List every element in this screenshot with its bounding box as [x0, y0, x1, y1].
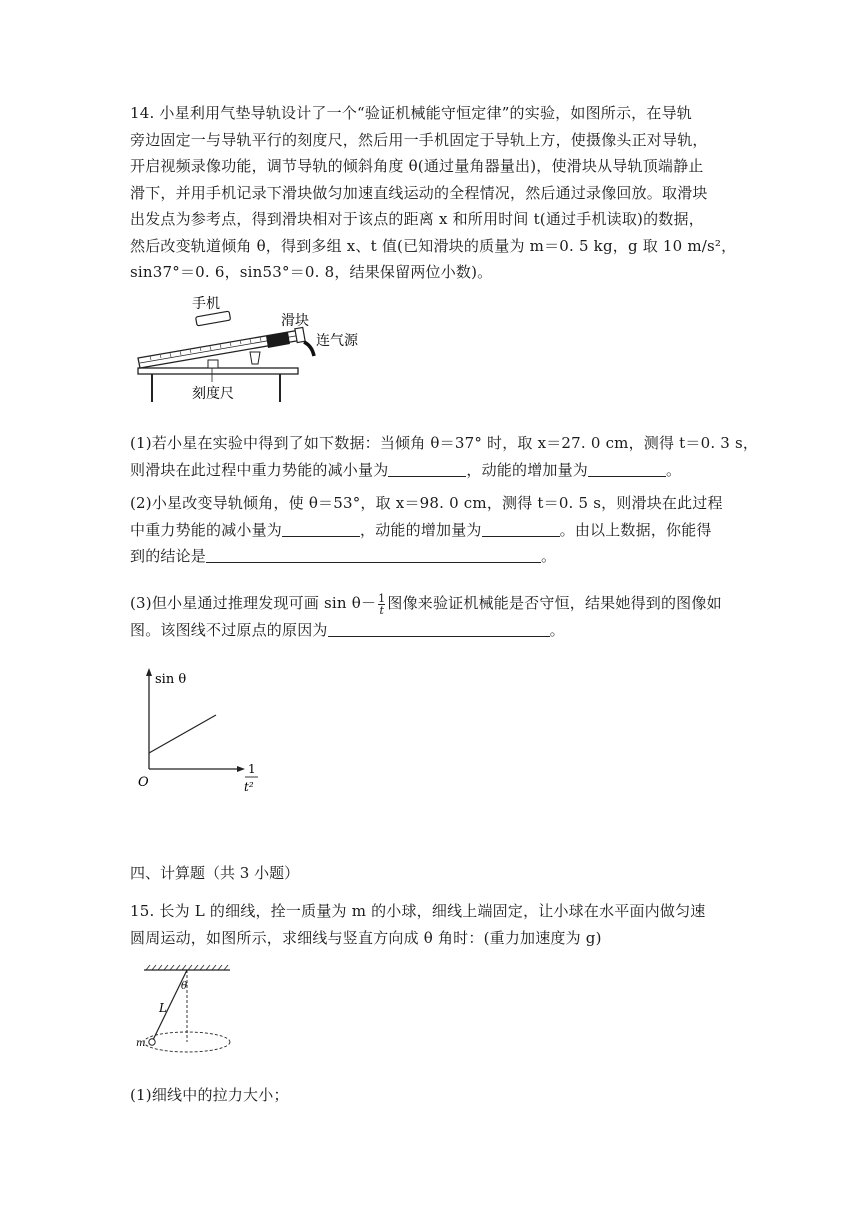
angle-label: θ	[181, 981, 188, 992]
q14-line: 滑下，并用手机记录下滑块做匀加速直线运动的全程情况，然后通过录像回放。取滑块	[130, 183, 708, 202]
answer-blank[interactable]	[388, 460, 466, 477]
fraction-numerator: 1	[378, 591, 386, 605]
graph-line	[149, 715, 216, 753]
part-1-line: (1)若小星在实验中得到了如下数据：当倾角 θ＝37° 时，取 x＝27. 0 cm，测得 t＝0. 3 s，	[130, 434, 759, 452]
support-block	[208, 360, 218, 368]
part-2-text: 中重力势能的减小量为	[130, 520, 283, 539]
part-1-line	[130, 457, 730, 484]
length-label: L	[159, 1001, 167, 1015]
q14-line: 旁边固定一与导轨平行的刻度尺，然后用一手机固定于导轨上方，使摄像头正对导轨，	[130, 130, 708, 149]
q14-line: 开启视频录像功能，调节导轨的倾斜角度 θ(通过量角器量出)，使滑块从导轨顶端静止	[130, 157, 704, 175]
q15-line: 15. 长为 L 的细线，拴一质量为 m 的小球，细线上端固定，让小球在水平面内做匀速	[130, 902, 706, 920]
question-14-part-3	[130, 590, 730, 643]
q15-part-1-line: (1)细线中的拉力大小；	[130, 1086, 289, 1104]
inline-fraction	[378, 593, 385, 616]
part-3-text: 图。该图线不过原点的原因为	[130, 620, 328, 639]
part-1-text: 。	[666, 460, 682, 479]
question-14-part-1	[130, 430, 759, 483]
answer-blank[interactable]	[206, 546, 541, 563]
part-1-text: 则滑块在此过程中重力势能的减小量为	[130, 460, 389, 479]
ceiling-hatching	[146, 965, 228, 970]
part-2-text: 。由以上数据，你能得	[559, 520, 712, 539]
answer-blank[interactable]	[588, 460, 666, 477]
question-15-part-1	[130, 1082, 730, 1109]
q14-line: 14. 小星利用气垫导轨设计了一个“验证机械能守恒定律”的实验，如图所示，在导轨	[130, 104, 692, 122]
section-heading: 四、计算题（共 3 小题）	[130, 864, 300, 882]
part-3-text: (3)但小星通过推理发现可画 sin θ－	[130, 594, 377, 612]
part-2-line	[130, 517, 730, 544]
question-14-part-2	[130, 490, 730, 570]
air-track-figure	[130, 290, 370, 420]
question-15-stem	[130, 898, 730, 951]
part-2-line: (2)小星改变导轨倾角，使 θ＝53°，取 x＝98. 0 cm，测得 t＝0. 5 s，则滑块在此过程	[130, 494, 723, 512]
x-axis-arrow	[237, 766, 245, 772]
air-source-label: 连气源	[316, 333, 358, 349]
part-3-text: 图像来验证机械能是否守恒，结果她得到的图像如	[387, 594, 722, 612]
part-3-text: 。	[549, 620, 565, 639]
y-axis-label: sin θ	[155, 672, 187, 687]
slider-label: 滑块	[281, 313, 309, 329]
x-axis-numerator: 1	[248, 762, 256, 776]
phone-icon	[196, 311, 231, 326]
ball	[149, 1039, 155, 1045]
table-top	[138, 368, 298, 374]
q14-line: 出发点为参考点，得到滑块相对于该点的距离 x 和所用时间 t(通过手机读取)的数据，	[130, 210, 704, 228]
mass-label: m	[136, 1038, 146, 1049]
q14-line: sin37°＝0. 6，sin53°＝0. 8，结果保留两位小数)。	[130, 263, 493, 281]
air-hose	[304, 342, 314, 356]
answer-blank[interactable]	[482, 520, 560, 537]
rail-end-cap	[295, 327, 305, 342]
part-3-line	[130, 617, 730, 644]
answer-blank[interactable]	[328, 620, 550, 637]
phone-label: 手机	[192, 296, 220, 312]
y-axis-arrow	[146, 668, 152, 676]
answer-blank[interactable]	[282, 520, 360, 537]
part-3-line	[130, 590, 730, 617]
ruler-label: 刻度尺	[192, 386, 234, 402]
question-14-stem	[130, 100, 737, 286]
slider-block	[266, 332, 290, 348]
part-1-text: ，动能的增加量为	[466, 460, 589, 479]
fraction-denominator: t	[379, 603, 385, 617]
x-axis-denominator: t²	[244, 780, 254, 794]
part-2-line	[130, 543, 730, 570]
sin-theta-vs-inverse-t-squared-graph	[130, 665, 270, 795]
origin-label: O	[138, 775, 149, 790]
part-2-text: 。	[541, 547, 557, 565]
q15-line: 圆周运动，如图所示，求细线与竖直方向成 θ 角时：(重力加速度为 g)	[130, 928, 602, 947]
support-screw	[250, 352, 260, 364]
part-2-text: 到的结论是	[130, 547, 207, 565]
q14-line: 然后改变轨道倾角 θ，得到多组 x、t 值(已知滑块的质量为 m＝0. 5 kg，g 取 10 m/s²，	[130, 236, 737, 255]
conical-pendulum-figure	[130, 962, 250, 1062]
part-2-text: ，动能的增加量为	[360, 520, 482, 539]
